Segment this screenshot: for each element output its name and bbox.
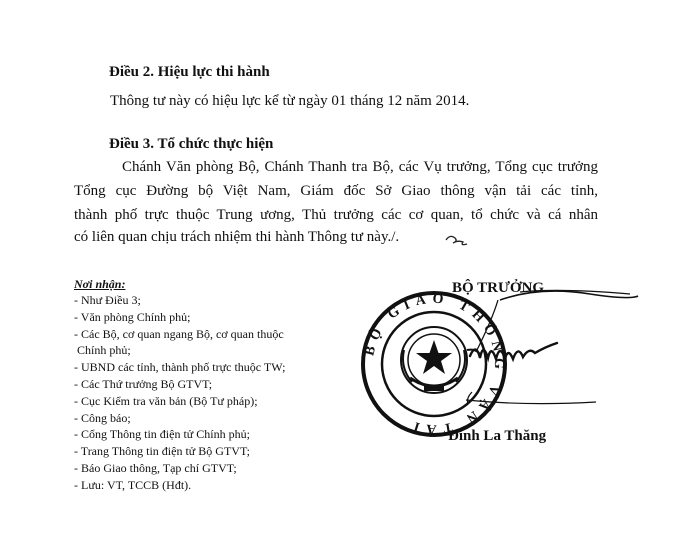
- recipient-item: - Cổng Thông tin điện tử Chính phủ;: [74, 427, 250, 442]
- recipients-title: Nơi nhận:: [74, 277, 126, 291]
- recipient-item: - Như Điều 3;: [74, 293, 141, 307]
- recipient-item: - Lưu: VT, TCCB (Hđt).: [74, 477, 192, 492]
- article-3-line: có liên quan chịu trách nhiệm thi hành Thông tư này./.: [74, 229, 400, 245]
- article-3-line: Tổng cục Đường bộ Việt Nam, Giám đốc Sở Giao thông vận tải các tỉnh,: [74, 183, 598, 199]
- official-seal: [362, 292, 506, 439]
- article-2-heading: Điều 2. Hiệu lực thi hành: [109, 64, 270, 80]
- signature-title: BỘ TRƯỞNG: [452, 280, 545, 296]
- recipient-item: - Cục Kiểm tra văn bản (Bộ Tư pháp);: [74, 393, 258, 408]
- recipient-item: - Trang Thông tin điện tử Bộ GTVT;: [74, 444, 250, 459]
- recipient-item: - Công báo;: [74, 410, 131, 425]
- article-3-line: Chánh Văn phòng Bộ, Chánh Thanh tra Bộ, các Vụ trưởng, Tổng cục trưởng: [122, 159, 598, 175]
- recipient-item: - UBND các tỉnh, thành phố trực thuộc TW;: [74, 360, 286, 375]
- seal-text: BỘ GIAO THÔNG VẬN TẢI: [362, 291, 507, 437]
- recipient-item: - Các Thứ trưởng Bộ GTVT;: [74, 376, 213, 391]
- article-3-line: thành phố trực thuộc Trung ương, Thủ trưởng các cơ quan, tổ chức và cá nhân: [74, 207, 598, 223]
- article-3-heading: Điều 3. Tổ chức thực hiện: [109, 136, 274, 152]
- recipient-item: - Các Bộ, cơ quan ngang Bộ, cơ quan thuộc: [74, 326, 284, 341]
- recipient-item: Chính phủ;: [77, 343, 131, 358]
- recipient-item: - Báo Giao thông, Tạp chí GTVT;: [74, 460, 237, 475]
- signer-name: Đinh La Thăng: [448, 428, 547, 444]
- article-2-text: Thông tư này có hiệu lực kể từ ngày 01 tháng 12 năm 2014.: [110, 93, 470, 109]
- initial-mark: [446, 236, 467, 244]
- national-emblem: [401, 327, 467, 393]
- recipient-item: - Văn phòng Chính phủ;: [74, 309, 191, 324]
